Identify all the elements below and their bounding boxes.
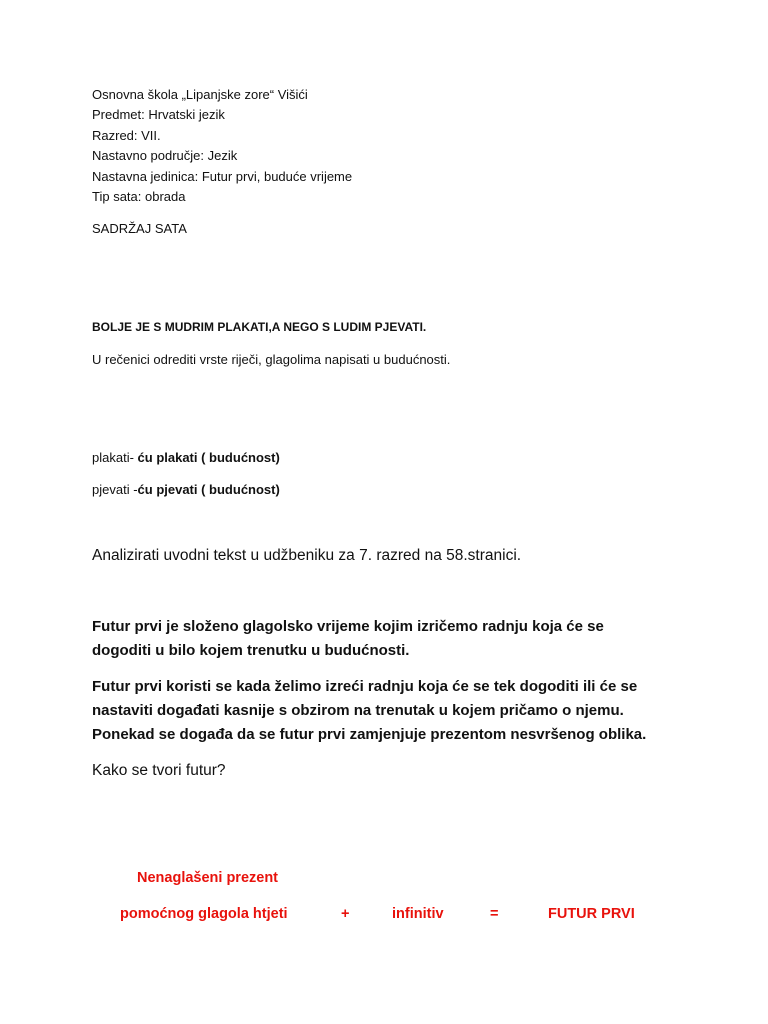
formula-line1: Nenaglašeni prezent [137, 870, 279, 886]
formula-part1: pomoćnog glagola htjeti [120, 906, 288, 922]
example-prefix: pjevati - [92, 482, 138, 497]
analysis-instruction: Analizirati uvodni tekst u udžbeniku za 7. razred na 58.stranici. [92, 547, 522, 564]
definition-p2-line3: Ponekad se događa da se futur prvi zamjenjuje prezentom nesvršenog oblika. [92, 726, 647, 743]
example-item [92, 450, 280, 465]
proverb-text: BOLJE JE S MUDRIM PLAKATI,A NEGO S LUDIM PJEVATI. [92, 320, 427, 334]
unit-line: Nastavna jedinica: Futur prvi, buduće vrijeme [92, 169, 353, 184]
example-item [92, 482, 280, 497]
lesson-type-line: Tip sata: obrada [92, 189, 186, 204]
definition-p1-line1: Futur prvi je složeno glagolsko vrijeme kojim izričemo radnju koja će se [92, 618, 604, 635]
example-prefix: plakati- [92, 450, 138, 465]
example-answer: ću plakati ( budućnost) [137, 450, 280, 465]
definition-p2-line2: nastaviti događati kasnije s obzirom na trenutak u kojem pričamo o njemu. [92, 702, 624, 719]
formula-equals: = [490, 906, 499, 922]
content-heading: SADRŽAJ SATA [92, 221, 187, 236]
school-name: Osnovna škola „Lipanjske zore“ Višići [92, 87, 308, 102]
definition-p1-line2: dogoditi u bilo kojem trenutku u budućnosti. [92, 642, 410, 659]
formula-result: FUTUR PRVI [548, 906, 635, 922]
grade-line: Razred: VII. [92, 128, 161, 143]
formation-question: Kako se tvori futur? [92, 762, 226, 779]
formula-part2: infinitiv [392, 906, 444, 922]
area-line: Nastavno područje: Jezik [92, 148, 238, 163]
subject-line: Predmet: Hrvatski jezik [92, 107, 225, 122]
proverb-task: U rečenici odrediti vrste riječi, glagolima napisati u budućnosti. [92, 352, 451, 367]
formula-plus: + [341, 906, 350, 922]
example-answer: ću pjevati ( budućnost) [137, 482, 280, 497]
definition-p2-line1: Futur prvi koristi se kada želimo izreći radnju koja će se tek dogoditi ili će se [92, 678, 638, 695]
